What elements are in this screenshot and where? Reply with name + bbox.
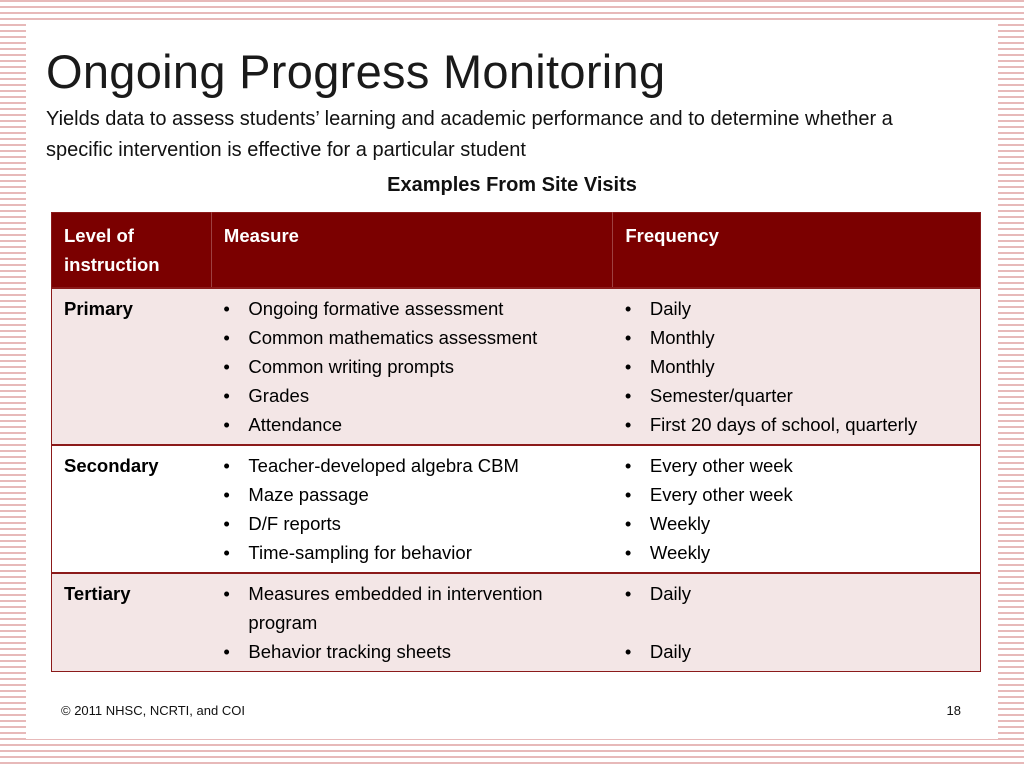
list-item: • Teacher-developed algebra CBM: [223, 451, 600, 480]
frequency-cell: [613, 288, 981, 445]
slide: [26, 22, 998, 739]
slide-title: Ongoing Progress Monitoring: [46, 45, 666, 98]
list-item: • Every other week: [625, 451, 968, 480]
list-item: • Behavior tracking sheets: [223, 637, 600, 666]
measure-cell: [211, 573, 612, 672]
copyright-footer: © 2011 NHSC, NCRTI, and COI: [61, 703, 245, 718]
measure-list: [223, 579, 600, 666]
list-item: • Ongoing formative assessment: [223, 294, 600, 323]
slide-subtitle: Yields data to assess students’ learning and academic performance and to determine whether a specific intervention is effective for a particular student: [46, 108, 893, 161]
table-row: [52, 288, 981, 445]
list-item: • Daily: [625, 579, 968, 608]
list-item: • Daily: [625, 294, 968, 323]
header-measure: Measure: [211, 213, 612, 289]
list-item: • Monthly: [625, 323, 968, 352]
table-header-row: [52, 213, 981, 289]
level-cell: Tertiary: [52, 573, 212, 672]
header-frequency: Frequency: [613, 213, 981, 289]
list-item: • Daily: [625, 637, 968, 666]
list-item: • Weekly: [625, 538, 968, 567]
level-cell: Secondary: [52, 445, 212, 573]
list-item: • Common mathematics assessment: [223, 323, 600, 352]
list-item: • Maze passage: [223, 480, 600, 509]
frequency-list: [625, 451, 968, 567]
table-row: [52, 573, 981, 672]
header-level: Level of instruction: [52, 213, 212, 289]
list-item: • First 20 days of school, quarterly: [625, 410, 968, 439]
measure-cell: [211, 445, 612, 573]
list-item: • Measures embedded in intervention program: [223, 579, 600, 637]
frequency-cell: [613, 445, 981, 573]
list-item: • D/F reports: [223, 509, 600, 538]
measure-list: [223, 294, 600, 439]
frequency-list: [625, 579, 968, 666]
list-item: • Common writing prompts: [223, 352, 600, 381]
frequency-list: [625, 294, 968, 439]
page-number: 18: [946, 703, 961, 718]
monitoring-table: [51, 212, 981, 672]
table-row: [52, 445, 981, 573]
measure-cell: [211, 288, 612, 445]
list-item: • Time-sampling for behavior: [223, 538, 600, 567]
table-caption: Examples From Site Visits: [387, 174, 637, 196]
list-item: • Grades: [223, 381, 600, 410]
list-item: • Semester/quarter: [625, 381, 968, 410]
measure-list: [223, 451, 600, 567]
frequency-cell: [613, 573, 981, 672]
level-cell: Primary: [52, 288, 212, 445]
list-item: • Attendance: [223, 410, 600, 439]
list-item: • Monthly: [625, 352, 968, 381]
list-item: • Every other week: [625, 480, 968, 509]
list-item: • Weekly: [625, 509, 968, 538]
